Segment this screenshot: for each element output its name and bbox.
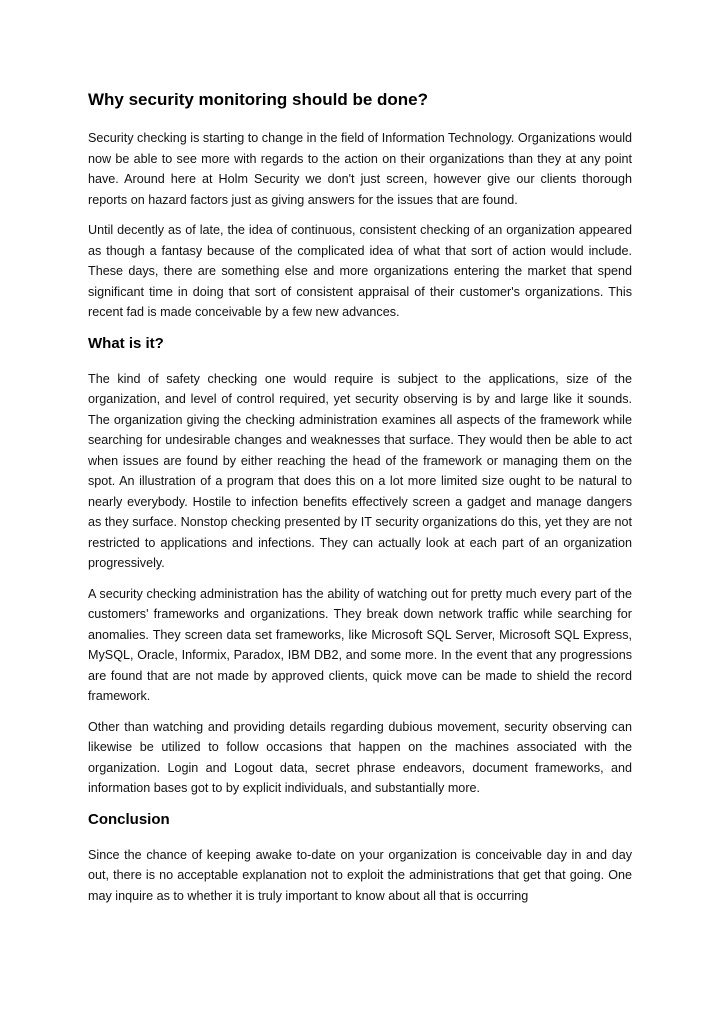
section-heading-what-is-it: What is it? bbox=[88, 334, 164, 352]
what-paragraph-3: Other than watching and providing details regarding dubious movement, security observing can likewise be utilized to follow occasions that happen on the machines associated with the organization. Login and Logout data, secret phrase endeavors, document frameworks, and information bases got to by explicit individuals, and substantially more. bbox=[88, 719, 632, 795]
section-heading-conclusion: Conclusion bbox=[88, 810, 170, 828]
page-title: Why security monitoring should be done? bbox=[88, 90, 429, 109]
what-paragraph-1: The kind of safety checking one would require is subject to the applications, size of the organization, and level of control required, yet security observing is by and large like it sounds. The organization giving the checking administration examines all aspects of the framework while searching for undesirable changes and weaknesses that surface. They would then be able to act when issues are found by either reaching the head of the framework or managing them on the spot. An illustration of a program that does this on a lot more limited size ought to be natural to nearly everybody. Hostile to infection benefits effectively screen a gadget and manage dangers as they surface. Nonstop checking presented by IT security organizations do this, yet they are not restricted to applications and infections. They can actually look at each part of an organization progressively. bbox=[88, 371, 632, 570]
conclusion-paragraph-1: Since the chance of keeping awake to-date on your organization is conceivable day in and day out, there is no acceptable explanation not to exploit the administrations that get that going. One may inquire as to whether it is truly important to know about all that is occurring bbox=[88, 847, 632, 903]
intro-paragraph-2: Until decently as of late, the idea of continuous, consistent checking of an organization appeared as though a fantasy because of the complicated idea of what that sort of action would include. These days, there are something else and more organizations entering the market that spend significant time in doing that sort of consistent appraisal of their customer's organizations. This recent fad is made conceivable by a few new advances. bbox=[88, 223, 632, 319]
document-page bbox=[88, 88, 632, 916]
what-paragraph-2: A security checking administration has the ability of watching out for pretty much every part of the customers' frameworks and organizations. They break down network traffic while searching for anomalies. They screen data set frameworks, like Microsoft SQL Server, Microsoft SQL Express, MySQL, Oracle, Informix, Paradox, IBM DB2, and some more. In the event that any progressions are found that are not made by approved clients, quick move can be made to shield the record framework. bbox=[88, 586, 632, 703]
intro-paragraph-1: Security checking is starting to change in the field of Information Technology. Organizations would now be able to see more with regards to the action on their organizations than they at any point have. Around here at Holm Security we don't just screen, however give our clients thorough reports on hazard factors just as giving answers for the issues that are found. bbox=[88, 131, 632, 207]
